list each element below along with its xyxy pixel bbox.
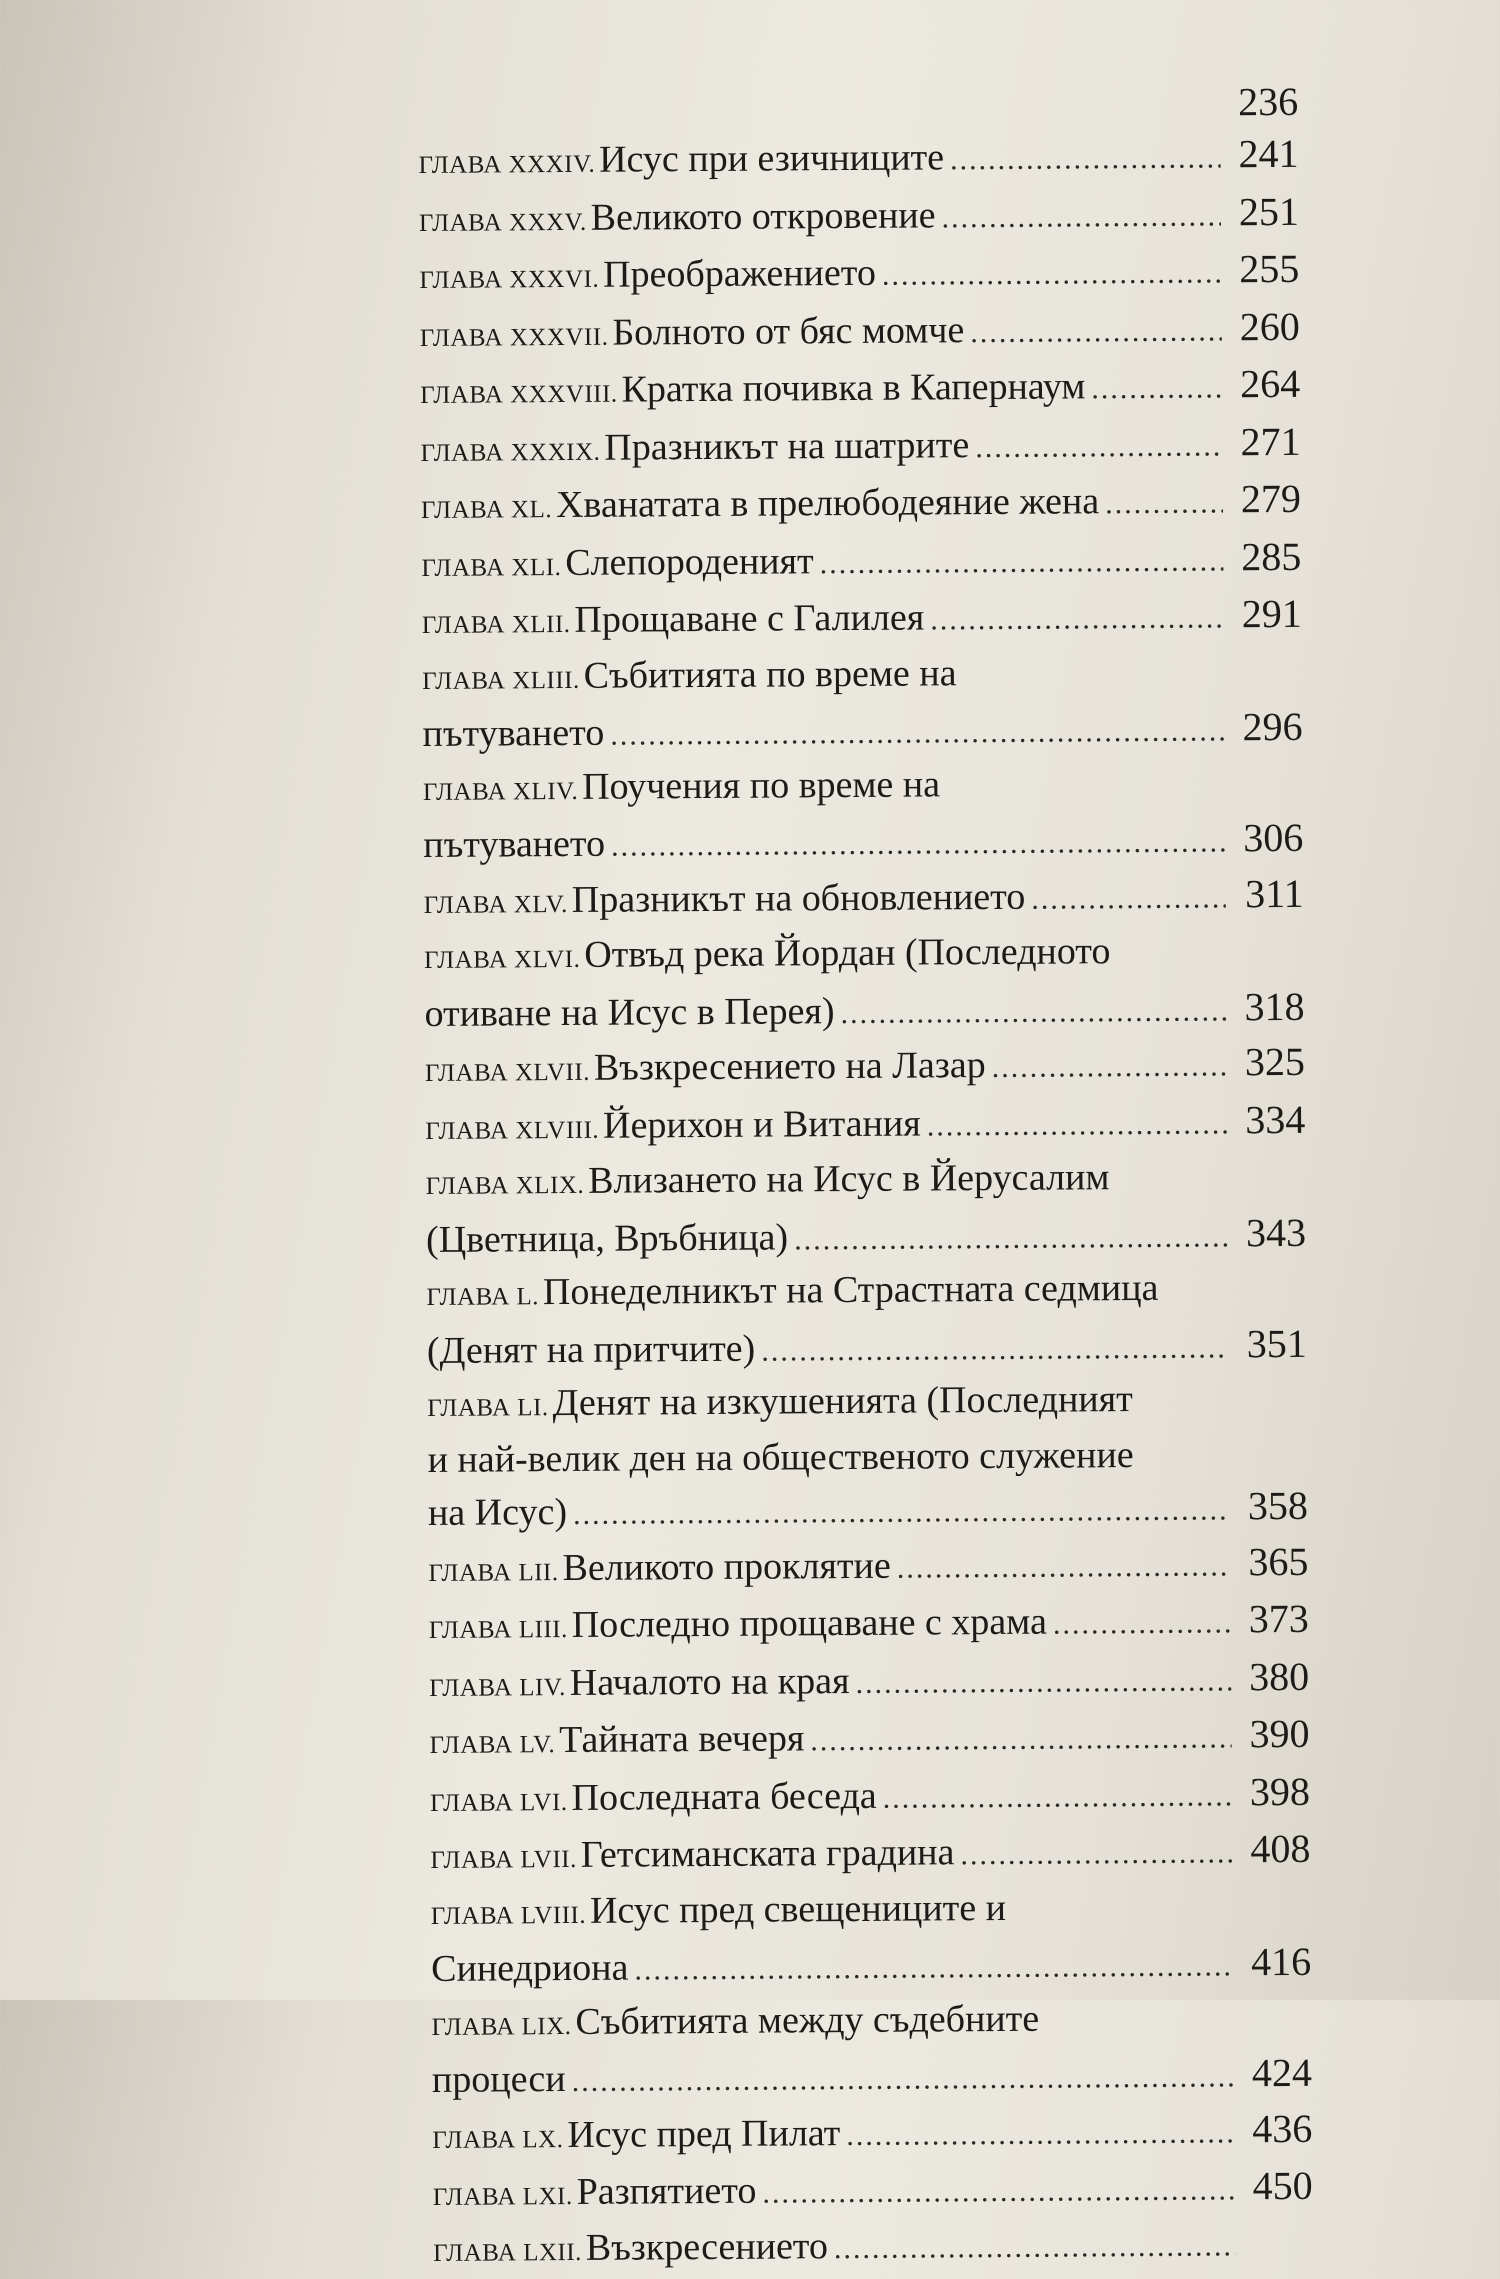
chapter-title: Кратка почивка в Капернаум <box>621 365 1086 411</box>
toc-entry <box>419 185 1299 249</box>
toc-entry-line <box>421 473 1301 537</box>
toc-entry-line <box>422 645 1302 707</box>
page-number: 325 <box>1244 1038 1306 1085</box>
chapter-title: и най-велик ден на общественото служение <box>427 1433 1134 1481</box>
toc-entry-line <box>420 358 1300 422</box>
toc-entry-line <box>427 1317 1307 1379</box>
toc-entry-line <box>420 415 1300 479</box>
chapter-title: Болното от бяс момче <box>612 308 965 354</box>
toc-entry <box>418 128 1298 192</box>
chapter-title: Поучения по време на <box>582 762 941 808</box>
table-of-contents <box>418 76 1313 2279</box>
dot-leader <box>927 1098 1228 1152</box>
toc-entry-line <box>424 925 1304 987</box>
toc-entry <box>430 1823 1310 1887</box>
toc-entry <box>429 1593 1309 1657</box>
chapter-label: ГЛАВА XL. <box>420 496 553 524</box>
toc-entry-line <box>430 1823 1310 1887</box>
chapter-title: Прощаване с Галилея <box>574 596 925 641</box>
toc-entry <box>432 2102 1312 2166</box>
page-number: 285 <box>1241 533 1302 579</box>
page-number: 318 <box>1244 983 1305 1029</box>
chapter-title: Влизането на Исус в Йерусалим <box>587 1156 1110 1202</box>
toc-entry-line <box>425 1093 1305 1157</box>
chapter-title: Преображението <box>602 251 877 296</box>
dot-leader <box>882 247 1222 301</box>
chapter-title: пътуването <box>422 711 605 755</box>
chapter-label: ГЛАВА XLVI. <box>424 945 581 974</box>
toc-entry <box>422 645 1303 762</box>
page-number: 306 <box>1243 814 1304 861</box>
toc-entry <box>431 1880 1312 1997</box>
chapter-label: ГЛАВА XLIV. <box>422 777 579 806</box>
chapter-title: Тайната вечеря <box>558 1717 805 1762</box>
toc-entry <box>429 1650 1309 1714</box>
toc-entry <box>430 1765 1310 1829</box>
toc-entry <box>431 1991 1312 2108</box>
chapter-title: Празникът на шатрите <box>604 423 970 469</box>
chapter-label: ГЛАВА XXXV. <box>418 208 587 237</box>
chapter-title: Слепороденият <box>565 539 814 584</box>
dot-leader <box>970 305 1222 358</box>
dot-leader <box>1105 477 1223 529</box>
toc-entry <box>433 2160 1313 2224</box>
page-number: 398 <box>1249 1768 1311 1814</box>
toc-entry <box>428 1535 1308 1599</box>
chapter-label: ГЛАВА LIII. <box>428 1615 568 1644</box>
chapter-label: ГЛАВА LVII. <box>430 1845 577 1874</box>
dot-leader <box>960 1827 1232 1880</box>
chapter-title: Великото проклятие <box>562 1544 891 1589</box>
toc-entry-line <box>426 1151 1306 1213</box>
toc-entry-line <box>424 867 1304 931</box>
toc-entry-line <box>431 1880 1311 1942</box>
toc-entry-line <box>425 1036 1305 1100</box>
chapter-title: Възкресението на Лазар <box>593 1044 986 1089</box>
toc-leading-page <box>418 76 1298 134</box>
chapter-title: Исус пред Пилат <box>567 2111 841 2156</box>
page-number: 311 <box>1245 870 1304 916</box>
dot-leader <box>610 705 1225 761</box>
chapter-label: ГЛАВА LI. <box>427 1394 549 1422</box>
chapter-title: Началото на края <box>569 1659 850 1704</box>
toc-entry-line <box>429 1708 1309 1772</box>
chapter-label: ГЛАВА LIX. <box>431 2012 572 2041</box>
page-number: 251 <box>1238 188 1300 234</box>
chapter-title: Последната беседа <box>571 1774 877 1819</box>
chapter-label: ГЛАВА XLVIII. <box>425 1116 600 1145</box>
dot-leader <box>941 190 1221 243</box>
chapter-title: (Денят на притчите) <box>426 1327 756 1372</box>
dot-leader <box>855 1655 1231 1709</box>
chapter-title: Синедриона <box>431 1946 629 1990</box>
chapter-title: Събитията по време на <box>583 651 957 697</box>
chapter-label: ГЛАВА XLIII. <box>422 666 580 695</box>
dot-leader <box>883 1770 1233 1824</box>
chapter-label: ГЛАВА LV. <box>429 1731 556 1759</box>
page-number: 450 <box>1252 2162 1313 2209</box>
page-number: 260 <box>1239 303 1300 349</box>
dot-leader <box>1053 1597 1231 1650</box>
page-number: 408 <box>1250 1825 1311 1872</box>
chapter-label: ГЛАВА XLIX. <box>425 1171 585 1200</box>
toc-entry <box>421 530 1301 594</box>
toc-entry <box>429 1708 1309 1772</box>
toc-entry <box>425 1036 1305 1100</box>
toc-entry-line <box>426 1262 1306 1324</box>
toc-entry-line <box>430 1765 1310 1829</box>
page-number: 351 <box>1246 1320 1307 1366</box>
toc-entry <box>420 415 1300 479</box>
dot-leader <box>573 1484 1230 1540</box>
dot-leader <box>930 592 1224 646</box>
toc-entry-line <box>419 243 1299 307</box>
toc-entry-line <box>429 1593 1309 1657</box>
toc-entry-line <box>432 2047 1312 2109</box>
page-number: 380 <box>1248 1653 1310 1699</box>
toc-entries <box>418 128 1313 2279</box>
chapter-title: Отвъд река Йордан (Последното <box>584 930 1111 976</box>
dot-leader <box>840 985 1226 1039</box>
chapter-title: (Цветница, Връбница) <box>425 1215 789 1261</box>
toc-entry <box>420 358 1300 422</box>
chapter-title: Събитията между съдебните <box>575 1997 1040 2043</box>
toc-entry-line <box>426 1206 1306 1268</box>
toc-entry-line <box>424 980 1304 1042</box>
chapter-label: ГЛАВА LVIII. <box>430 1901 587 1930</box>
toc-entry-line <box>423 756 1303 818</box>
dot-leader <box>611 816 1226 872</box>
page-number: 279 <box>1240 475 1302 522</box>
toc-entry <box>419 243 1299 307</box>
toc-entry-line <box>429 1650 1309 1714</box>
dot-leader <box>634 1940 1233 1996</box>
toc-entry-line <box>423 812 1303 874</box>
toc-entry <box>424 867 1304 931</box>
chapter-title: Разпятието <box>576 2169 757 2213</box>
chapter-title: Хванатата в прелюбодеяние жена <box>555 480 1100 527</box>
chapter-label: ГЛАВА LVI. <box>429 1788 568 1817</box>
dot-leader <box>950 132 1221 185</box>
page-number: 390 <box>1249 1710 1310 1757</box>
toc-entry <box>423 756 1304 873</box>
chapter-label: ГЛАВА LXII. <box>433 2238 582 2267</box>
dot-leader <box>897 1540 1231 1594</box>
dot-leader <box>975 420 1223 473</box>
chapter-title: Последно прощаване с храма <box>571 1600 1048 1646</box>
dot-leader <box>819 535 1223 589</box>
toc-entry <box>426 1262 1307 1379</box>
dot-leader <box>1091 362 1222 414</box>
page-number: 291 <box>1241 590 1302 637</box>
toc-entry <box>422 588 1302 652</box>
chapter-label: ГЛАВА XXXVIII. <box>420 380 618 409</box>
toc-entry-line <box>431 1936 1311 1998</box>
page-number: 365 <box>1248 1538 1309 1584</box>
chapter-title: Понеделникът на Страстната седмица <box>542 1266 1159 1314</box>
toc-entry <box>424 925 1305 1042</box>
dot-leader <box>794 1211 1228 1266</box>
toc-entry-line <box>433 2160 1313 2224</box>
toc-entry <box>427 1373 1308 1542</box>
toc-entry-line <box>422 701 1302 763</box>
toc-entry-line <box>433 2217 1313 2279</box>
chapter-title: Исус пред свещениците и <box>589 1886 1007 1932</box>
page-number: 358 <box>1247 1482 1309 1529</box>
toc-entry-line <box>428 1480 1308 1542</box>
chapter-label: ГЛАВА LX. <box>432 2125 564 2154</box>
chapter-label: ГЛАВА XLII. <box>421 610 571 639</box>
chapter-title: Гетсиманската градина <box>580 1831 955 1876</box>
chapter-label: ГЛАВА XLVII. <box>424 1058 590 1087</box>
chapter-label: ГЛАВА XLI. <box>421 553 562 582</box>
page-number: 424 <box>1251 2049 1313 2096</box>
chapter-label: ГЛАВА XXXIX. <box>420 438 601 467</box>
toc-entry-line <box>420 300 1300 364</box>
toc-entry-line <box>432 2102 1312 2166</box>
chapter-title: Йерихон и Витания <box>602 1102 921 1147</box>
dot-leader <box>992 1040 1228 1093</box>
page-number: 264 <box>1239 360 1301 407</box>
chapter-title: отиване на Исус в Перея) <box>424 989 835 1035</box>
dot-leader <box>834 2220 1236 2274</box>
chapter-label: ГЛАВА LIV. <box>429 1673 566 1702</box>
chapter-label: ГЛАВА XLV. <box>423 890 568 919</box>
toc-entry <box>426 1151 1307 1268</box>
page-number: 271 <box>1240 418 1301 464</box>
toc-entry-line <box>431 1991 1311 2053</box>
page-number: 296 <box>1242 703 1303 750</box>
toc-entry <box>425 1093 1305 1157</box>
dot-leader <box>571 2051 1234 2107</box>
dot-leader <box>810 1712 1232 1766</box>
dot-leader <box>1031 872 1226 925</box>
chapter-title: на Исус) <box>427 1490 568 1534</box>
page-number: 373 <box>1248 1595 1309 1642</box>
page-number: 236 <box>1238 78 1299 125</box>
chapter-title: пътуването <box>423 822 606 866</box>
chapter-title: Великото откровение <box>590 193 936 239</box>
chapter-title: Денят на изкушенията (Последният <box>552 1378 1133 1425</box>
chapter-label: ГЛАВА L. <box>426 1283 540 1311</box>
chapter-label: ГЛАВА XXXIV. <box>418 150 596 179</box>
toc-entry-line <box>419 185 1299 249</box>
dot-leader <box>761 1322 1229 1377</box>
toc-entry <box>421 473 1301 537</box>
toc-entry-line <box>428 1535 1308 1599</box>
toc-entry-line <box>427 1373 1307 1435</box>
chapter-title: Исус при езичниците <box>598 136 945 181</box>
toc-entry-line <box>418 128 1298 192</box>
page-number: 255 <box>1239 245 1300 292</box>
chapter-label: ГЛАВА XXXVII. <box>419 323 609 352</box>
chapter-title: Възкресението <box>585 2224 829 2269</box>
chapter-label: ГЛАВА XXXVI. <box>419 265 600 294</box>
page-number: 416 <box>1250 1938 1312 1985</box>
chapter-label: ГЛАВА LXI. <box>432 2182 573 2211</box>
chapter-title: Празникът на обновлението <box>571 875 1026 921</box>
chapter-title: процеси <box>431 2058 566 2101</box>
page-number: 334 <box>1245 1096 1306 1142</box>
toc-entry <box>433 2217 1313 2279</box>
page-number: 343 <box>1245 1209 1307 1255</box>
page-number <box>1235 2254 1313 2255</box>
toc-entry-line <box>422 588 1302 652</box>
page-number: 241 <box>1238 130 1299 177</box>
page-number: 436 <box>1252 2105 1313 2151</box>
chapter-label: ГЛАВА LII. <box>428 1558 559 1587</box>
toc-entry-line <box>421 530 1301 594</box>
dot-leader <box>846 2107 1234 2161</box>
toc-entry <box>420 300 1300 364</box>
dot-leader <box>762 2164 1235 2219</box>
toc-entry-line <box>427 1428 1307 1486</box>
